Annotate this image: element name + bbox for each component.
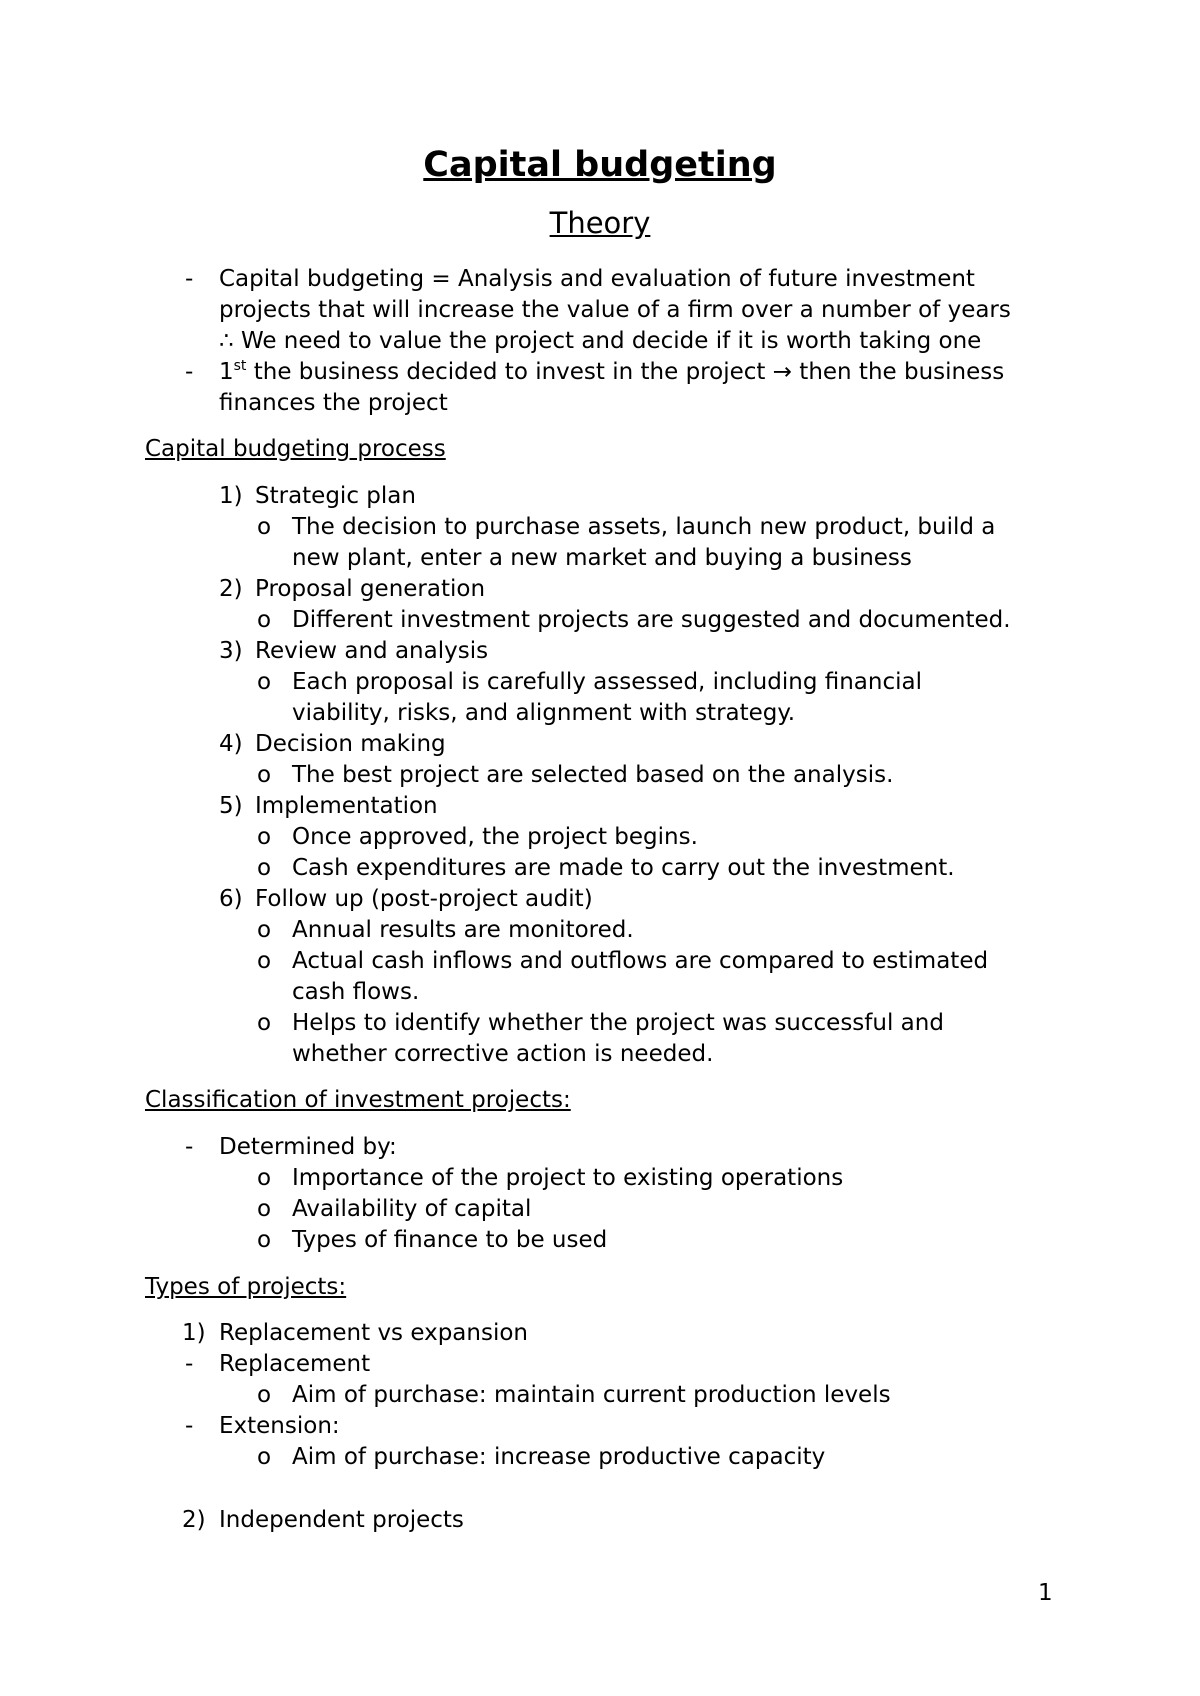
- dash-marker: -: [185, 1351, 194, 1377]
- theory-bullet-1-line-1: Capital budgeting = Analysis and evaluation of future investment: [219, 266, 975, 292]
- step-3-label: Review and analysis: [255, 638, 489, 664]
- extension-detail: Aim of purchase: increase productive capacity: [292, 1444, 826, 1470]
- circle-bullet: o: [257, 917, 272, 943]
- step-2-detail: Different investment projects are suggested and documented.: [292, 607, 1011, 633]
- step-number: 2): [219, 576, 243, 602]
- step-6-detail-3-line-1: Helps to identify whether the project was successful and: [292, 1010, 944, 1036]
- circle-bullet: o: [257, 669, 272, 695]
- dash-marker: -: [185, 266, 194, 292]
- dash-marker: -: [185, 1134, 194, 1160]
- circle-bullet: o: [257, 607, 272, 633]
- circle-bullet: o: [257, 1165, 272, 1191]
- heading-classification: Classification of investment projects:: [145, 1087, 571, 1113]
- step-6-detail-1: Annual results are monitored.: [292, 917, 634, 943]
- step-number: 6): [219, 886, 243, 912]
- ordinal-number: 1: [219, 359, 234, 385]
- step-6-label: Follow up (post-project audit): [255, 886, 593, 912]
- step-number: 1): [219, 483, 243, 509]
- theory-bullet-1-line-3: ∴ We need to value the project and decide if it is worth taking one: [219, 328, 982, 354]
- step-6-detail-2-line-1: Actual cash inflows and outflows are compared to estimated: [292, 948, 989, 974]
- heading-types-of-projects: Types of projects:: [145, 1274, 347, 1300]
- dash-marker: -: [185, 359, 194, 385]
- circle-bullet: o: [257, 1196, 272, 1222]
- theory-bullet-2-line-2: finances the project: [219, 390, 448, 416]
- theory-bullet-2-line-1: [219, 357, 1004, 388]
- circle-bullet: o: [257, 1227, 272, 1253]
- step-number: 5): [219, 793, 243, 819]
- theory-bullet-2-text: the business decided to invest in the project → then the business: [246, 359, 1005, 385]
- step-number: 3): [219, 638, 243, 664]
- circle-bullet: o: [257, 948, 272, 974]
- type-1-label: Replacement vs expansion: [219, 1320, 528, 1346]
- step-number: 4): [219, 731, 243, 757]
- section-title-theory-text: Theory: [549, 206, 651, 240]
- step-6-detail-3-line-2: whether corrective action is needed.: [292, 1041, 714, 1067]
- step-number: 1): [182, 1320, 206, 1346]
- section-title-theory: [0, 205, 1200, 241]
- step-1-detail-line-1: The decision to purchase assets, launch new product, build a: [292, 514, 996, 540]
- heading-capital-budgeting-process: Capital budgeting process: [145, 436, 446, 462]
- page-number: 1: [1038, 1580, 1053, 1606]
- step-number: 2): [182, 1507, 206, 1533]
- step-3-detail-line-1: Each proposal is carefully assessed, including financial: [292, 669, 922, 695]
- circle-bullet: o: [257, 1444, 272, 1470]
- step-4-label: Decision making: [255, 731, 446, 757]
- step-1-label: Strategic plan: [255, 483, 416, 509]
- ordinal-suffix: st: [233, 358, 247, 374]
- document-title: [0, 143, 1200, 187]
- replacement-label: Replacement: [219, 1351, 371, 1377]
- classification-item-3: Types of finance to be used: [292, 1227, 608, 1253]
- step-6-detail-2-line-2: cash flows.: [292, 979, 420, 1005]
- document-title-text: Capital budgeting: [423, 145, 777, 185]
- classification-label: Determined by:: [219, 1134, 397, 1160]
- step-2-label: Proposal generation: [255, 576, 486, 602]
- circle-bullet: o: [257, 514, 272, 540]
- step-5-detail-2: Cash expenditures are made to carry out the investment.: [292, 855, 955, 881]
- circle-bullet: o: [257, 1382, 272, 1408]
- step-5-label: Implementation: [255, 793, 438, 819]
- step-1-detail-line-2: new plant, enter a new market and buying a business: [292, 545, 912, 571]
- circle-bullet: o: [257, 762, 272, 788]
- step-5-detail-1: Once approved, the project begins.: [292, 824, 698, 850]
- extension-label: Extension:: [219, 1413, 340, 1439]
- classification-item-1: Importance of the project to existing operations: [292, 1165, 844, 1191]
- replacement-detail: Aim of purchase: maintain current production levels: [292, 1382, 891, 1408]
- circle-bullet: o: [257, 855, 272, 881]
- theory-bullet-1-line-2: projects that will increase the value of a firm over a number of years: [219, 297, 1011, 323]
- circle-bullet: o: [257, 824, 272, 850]
- circle-bullet: o: [257, 1010, 272, 1036]
- type-2-label: Independent projects: [219, 1507, 464, 1533]
- dash-marker: -: [185, 1413, 194, 1439]
- step-3-detail-line-2: viability, risks, and alignment with strategy.: [292, 700, 796, 726]
- step-4-detail: The best project are selected based on the analysis.: [292, 762, 894, 788]
- classification-item-2: Availability of capital: [292, 1196, 532, 1222]
